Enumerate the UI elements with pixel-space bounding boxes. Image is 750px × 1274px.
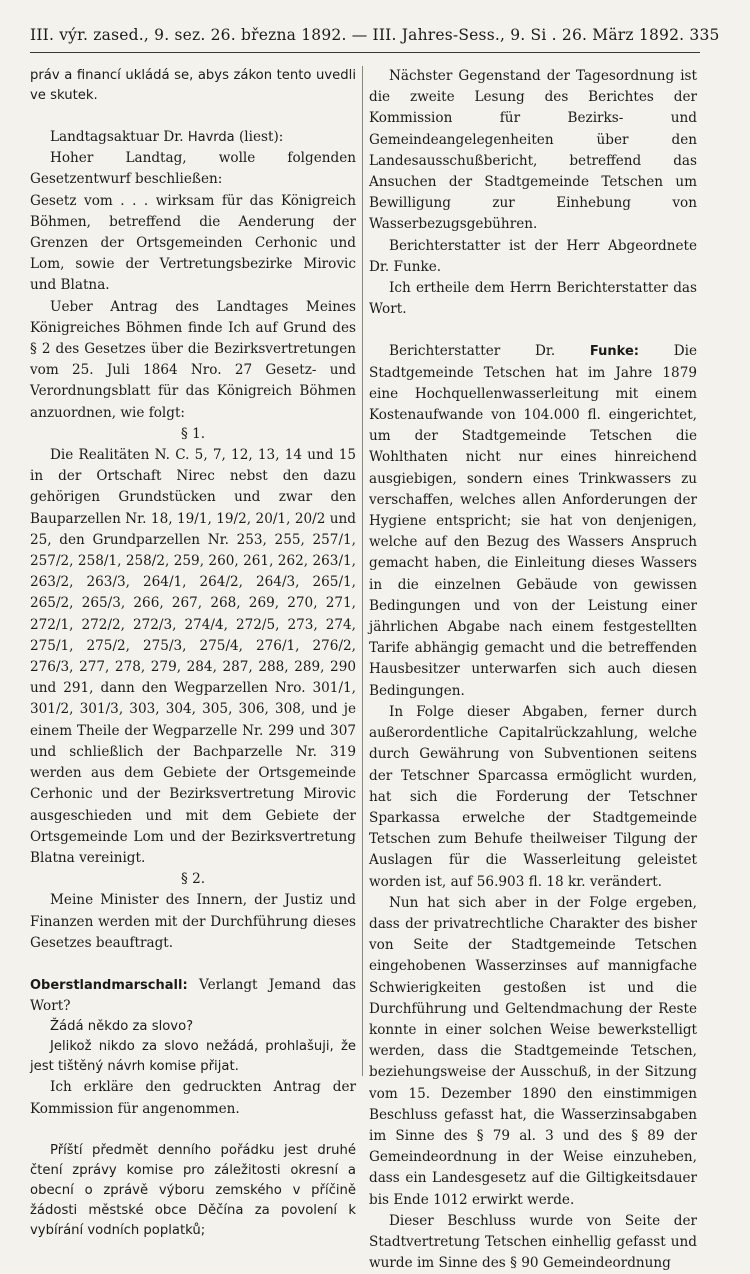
right-column [369,66,697,1274]
speaker-text: Verlangt Jemand das Wort? [30,976,356,1015]
speaker-oberstlandmarschall-paragraph [30,975,356,1017]
law-title-paragraph: Gesetz vom . . . wirksam für das Königreich Böhmen, betreffend die Aenderung der Grenzen der Ortsgemeinden Cerhonic und Lom, sowie der Vertretungsbezirke Mirovic und Blatna. [30,192,356,294]
czech-declaration: Jelikož nikdo za slovo nežádá, prohlašuji, že jest tištěný návrh komise přijat. [30,1039,356,1075]
czech-next-item: Příští předmět denního pořádku jest druhé čtení zprávy komise pro záležitosti okresní a obecní o zprávě výboru zemského v příčině žádosti městské obce Děčína za povolení k vybírání vodních poplatků; [30,1142,356,1238]
speaker-name: Oberstlandmarschall: [30,977,188,993]
czech-intro-paragraph: práv a financí ukládá se, abys zákon tento uvedli ve skutek. [30,68,356,103]
law-preamble-paragraph: Ueber Antrag des Landtages Meines Königreiches Böhmen finde Ich auf Grund des § 2 des Gesetzes über die Bezirksvertretungen vom 25. Juli 1864 Nro. 27 Gesetz- und Verordnungsblatt für das Königreich Böhmen anzuordnen, wie folgt: [30,298,356,421]
left-column [30,66,356,1241]
speaker-role: Landtagsaktuar Dr. [50,129,184,145]
section-2-text: Meine Minister des Innern, der Justiz und Finanzen werden mit der Durchführung dieses Gesetzes beauftragt. [30,892,356,951]
section-2-heading: § 2. [180,871,206,888]
reporter-speech-4: Dieser Beschluss wurde von Seite der Stadtvertretung Tetschen einhellig gefasst und wurde im Sinne des § 90 Gemeindeordnung [369,1212,697,1272]
reporter-name: Funke: [589,344,639,360]
next-item-paragraph: Nächster Gegenstand der Tagesordnung ist die zweite Lesung des Berichtes der Kommission für Bezirks- und Gemeindeangelegenheiten über den Landesausschußbericht, betreffend das Ansuchen der Stadtgemeinde Tetschen um Bewilligung zur Einhebung von Wasserbezugsgebühren. [369,68,697,233]
address-paragraph: Hoher Landtag, wolle folgenden Gesetzentwurf beschließen: [30,150,356,188]
speaker-havrda-paragraph [30,127,356,148]
section-1-text: Die Realitäten N. C. 5, 7, 12, 13, 14 und 15 in der Ortschaft Nirec nebst den dazu gehörigen Grundstücken und zwar den Bauparzellen Nr. 18, 19/1, 19/2, 20/1, 20/2 und 25, den Grundparzellen Nr. 253, 255, 257/1, 257/2, 258/1, 258/2, 259, 260, 261, 262, 263/1, 263/2, 263/3, 264/1, 264/2, 264/3, 265/1, 265/2, 265/3, 266, 267, 268, 269, 270, 271, 272/1, 272/2, 272/3, 274/4, 272/5, 273, 274, 275/1, 275/2, 275/3, 275/4, 276/1, 276/2, 276/3, 277, 278, 279, 284, 287, 288, 289, 290 und 291, dann den Wegparzellen Nro. 301/1, 301/2, 301/3, 303, 304, 305, 306, 308, und je einem Theile der Wegparzelle Nr. 299 und 307 und schließlich der Bachparzelle Nr. 319 werden aus dem Gebiete der Ortsgemeinde Cerhonic und der Bezirksvertretung Mirovic ausgeschieden und mit dem Gebiete der Ortsgemeinde Lom und der Bezirksvertretung Blatna vereinigt. [30,447,356,866]
reporter-speech-1 [369,341,697,701]
reporter-speech-3: Nun hat sich aber in der Folge ergeben, dass der privatrechtliche Charakter des bisher von Seite der Stadtgemeinde Tetschen eingehobenen Wasserzinses auf mannigfache Schwierigkeiten gestoßen ist und die Durchführung und Geltendmachung der Reste konnte in einer solchen Weise bewerkstelligt werden, dass die Stadtgemeinde Tetschen, beziehungsweise der Ausschuß, in der Sitzung vom 15. Dezember 1890 den einstimmigen Beschluss gefasst hat, die Wasserzinsabgaben im Sinne des § 79 al. 3 und des § 89 der Gemeindeordnung in der Weise einzuheben, dass ein Landesgesetz auf die Giltigkeitsdauer bis Ende 1012 erwirkt werde. [369,894,697,1208]
reporter-label: Berichterstatter Dr. [389,343,556,360]
speaker-name: Havrda [187,130,235,145]
header-rule [30,52,700,53]
give-word-paragraph: Ich ertheile dem Herrn Berichterstatter das Wort. [369,280,697,318]
german-declaration: Ich erkläre den gedruckten Antrag der Kommission für angenommen. [30,1079,356,1117]
czech-question: Žádá někdo za slovo? [50,1019,194,1035]
speaker-action: (liest): [238,129,284,145]
section-1-heading: § 1. [180,425,206,442]
reporter-paragraph: Berichterstatter ist der Herr Abgeordnete Dr. Funke. [369,237,697,275]
reporter-speech-2: In Folge dieser Abgaben, ferner durch außerordentliche Capitalrückzahlung, welche durch Gewährung von Subventionen seitens der Tetschner Sparcassa ermöglicht wurden, hat sich die Forderung der Tetschner Sparkassa erwelche der Stadtgemeinde Tetschen zum Behufe theilweiser Tilgung der Auslagen für die Wasserleitung geleistet worden ist, auf 56.903 fl. 18 kr. verändert. [369,703,697,890]
column-divider [362,66,363,1076]
page-header: III. výr. zased., 9. sez. 26. března 1892. — III. Jahres-Sess., 9. Si . 26. März 1892. 335 [30,26,720,44]
reporter-text: Die Stadtgemeinde Tetschen hat im Jahre 1879 eine Hochquellenwasserleitung mit einem Kostenaufwande von 104.000 fl. eingerichtet, um der Stadtgemeinde Tetschen die Wohlthaten nicht nur eines hinreichend ausgiebigen, sondern eines Trinkwassers zu verschaffen, welches allen Anforderungen der Hygiene entspricht; sie hat von denjenigen, welche auf den Bezug des Wassers Anspruch gemacht haben, die Einleitung dieses Wassers in die einzelnen Gebäude von gewissen Bedingungen und von der Leistung einer jährlichen Abgabe nach einem festgestellten Tarife abhängig gemacht und die betreffenden Hausbesitzer unterwarfen sich auch diesen Bedingungen. [369,343,697,699]
